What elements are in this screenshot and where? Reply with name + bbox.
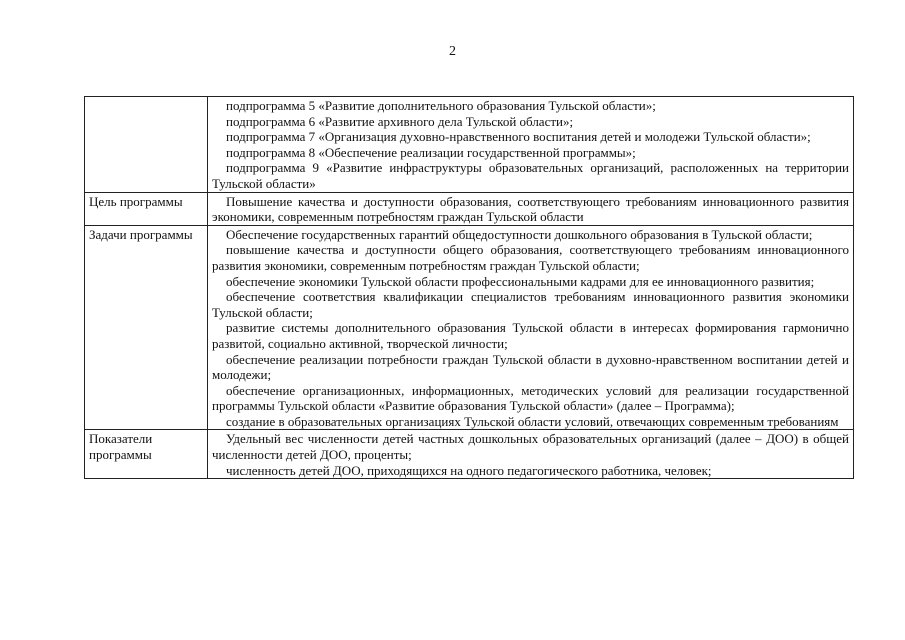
row-label: Задачи программы bbox=[85, 225, 208, 430]
table-row-indicators bbox=[85, 430, 854, 479]
list-item: подпрограмма 9 «Развитие инфраструктуры образовательных организаций, расположенных на территории Тульской области» bbox=[212, 160, 849, 191]
page-number: 2 bbox=[449, 44, 456, 59]
list-item: Удельный вес численности детей частных дошкольных образовательных организаций (далее – ДОО) в общей численности детей ДОО, проценты; bbox=[212, 431, 849, 463]
row-label: Цель программы bbox=[85, 192, 208, 225]
list-item: подпрограмма 7 «Организация духовно-нравственного воспитания детей и молодежи Тульской области»; bbox=[226, 129, 811, 145]
program-passport-table bbox=[84, 96, 854, 479]
table-row-subprograms bbox=[85, 97, 854, 193]
list-item: Повышение качества и доступности образования, соответствующего требованиям инновационного развития экономики, современным потребностям граждан Тульской области bbox=[212, 193, 849, 225]
list-item: обеспечение реализации потребности граждан Тульской области в духовно-нравственном воспитании детей и молодежи; bbox=[212, 351, 849, 383]
row-content bbox=[208, 225, 854, 430]
row-content bbox=[208, 430, 854, 479]
row-content bbox=[208, 192, 854, 225]
row-content bbox=[208, 97, 854, 193]
list-item: численность детей ДОО, приходящихся на одного педагогического работника, человек; bbox=[226, 462, 712, 478]
list-item: Обеспечение государственных гарантий общедоступности дошкольного образования в Тульской области; bbox=[226, 226, 813, 242]
list-item: обеспечение экономики Тульской области профессиональными кадрами для ее инновационного развития; bbox=[226, 273, 815, 289]
row-label: Показатели программы bbox=[85, 430, 208, 479]
table-row-goal bbox=[85, 192, 854, 225]
list-item: подпрограмма 5 «Развитие дополнительного образования Тульской области»; bbox=[226, 98, 656, 113]
list-item: развитие системы дополнительного образования Тульской области в интересах формирования гармонично развитой, социально активной, творческой личности; bbox=[212, 320, 849, 351]
list-item: подпрограмма 8 «Обеспечение реализации государственной программы»; bbox=[226, 144, 636, 160]
list-item: повышение качества и доступности общего образования, соответствующего требованиям инновационного развития экономики, современным потребностям граждан Тульской области; bbox=[212, 242, 849, 273]
table-row-tasks bbox=[85, 225, 854, 430]
list-item: подпрограмма 6 «Развитие архивного дела Тульской области»; bbox=[226, 113, 574, 129]
list-item: обеспечение соответствия квалификации специалистов требованиям инновационного развития экономики Тульской области; bbox=[212, 289, 849, 320]
list-item: создание в образовательных организациях Тульской области условий, отвечающих современным требованиям bbox=[226, 413, 839, 429]
row-label bbox=[85, 97, 208, 193]
list-item: обеспечение организационных, информационных, методических условий для реализации государственной программы Тульской области «Развитие образования Тульской области» (далее – Программа); bbox=[212, 382, 849, 414]
